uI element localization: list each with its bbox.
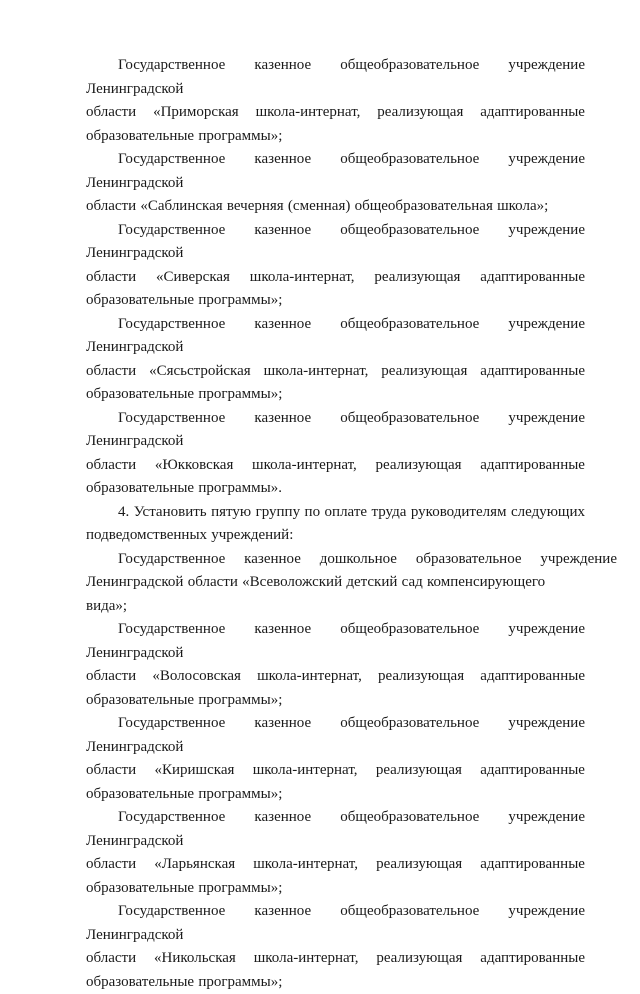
paragraph-word: учреждение	[540, 548, 617, 572]
paragraph-word: адаптированные	[480, 759, 585, 783]
paragraph-line: образовательные программы»;	[86, 125, 585, 149]
paragraph-line-spread	[86, 947, 585, 971]
document-paragraph	[86, 712, 585, 806]
document-paragraph	[86, 618, 585, 712]
document-paragraph	[86, 900, 585, 994]
paragraph-word: «Приморская	[153, 101, 239, 125]
paragraph-line: Государственное казенное общеобразовательное учреждение Ленинградской	[86, 148, 585, 195]
document-paragraph	[86, 501, 585, 548]
paragraph-word: адаптированные	[480, 947, 585, 971]
paragraph-word: школа-интернат,	[256, 101, 361, 125]
paragraph-word: адаптированные	[480, 266, 585, 290]
document-paragraph	[86, 54, 585, 148]
paragraph-word: области	[86, 454, 136, 478]
paragraph-word: реализующая	[378, 665, 464, 689]
paragraph-line: образовательные программы».	[86, 477, 585, 501]
paragraph-word: реализующая	[376, 853, 462, 877]
paragraph-line-spread	[86, 548, 617, 572]
paragraph-word: казенное	[244, 548, 301, 572]
paragraph-line-spread	[86, 759, 585, 783]
document-paragraph	[86, 806, 585, 900]
paragraph-word: «Сясьстройская	[149, 360, 251, 384]
paragraph-line: Государственное казенное общеобразовательное учреждение Ленинградской	[86, 313, 585, 360]
paragraph-line: Государственное казенное общеобразовательное учреждение Ленинградской	[86, 219, 585, 266]
paragraph-word: Государственное	[118, 548, 225, 572]
paragraph-word: «Волосовская	[152, 665, 241, 689]
paragraph-word: школа-интернат,	[250, 266, 355, 290]
paragraph-line-spread	[86, 101, 585, 125]
paragraph-word: адаптированные	[480, 665, 585, 689]
paragraph-word: реализующая	[376, 454, 462, 478]
paragraph-word: школа-интернат,	[264, 360, 369, 384]
paragraph-word: реализующая	[374, 266, 460, 290]
paragraph-word: школа-интернат,	[254, 947, 359, 971]
paragraph-line: Государственное казенное общеобразовательное учреждение Ленинградской	[86, 54, 585, 101]
paragraph-word: реализующая	[376, 759, 462, 783]
paragraph-line: Государственное казенное общеобразовательное учреждение Ленинградской	[86, 806, 585, 853]
paragraph-word: области	[86, 266, 136, 290]
paragraph-line: Государственное казенное общеобразовательное учреждение Ленинградской	[86, 712, 585, 759]
paragraph-line-spread	[86, 853, 585, 877]
paragraph-word: адаптированные	[480, 101, 585, 125]
paragraph-line-spread	[86, 665, 585, 689]
paragraph-line: Государственное казенное общеобразовательное учреждение Ленинградской	[86, 900, 585, 947]
paragraph-line: области «Саблинская вечерняя (сменная) общеобразовательная школа»;	[86, 195, 585, 219]
paragraph-word: реализующая	[381, 360, 467, 384]
paragraph-word: «Киришская	[155, 759, 235, 783]
paragraph-word: школа-интернат,	[252, 454, 357, 478]
paragraph-word: «Ларьянская	[154, 853, 235, 877]
paragraph-word: «Юкковская	[155, 454, 234, 478]
paragraph-word: реализующая	[376, 947, 462, 971]
paragraph-word: адаптированные	[480, 853, 585, 877]
paragraph-line: Государственное казенное общеобразовательное учреждение Ленинградской	[86, 618, 585, 665]
paragraph-line-spread	[86, 454, 585, 478]
paragraph-line: образовательные программы»;	[86, 383, 585, 407]
paragraph-word: адаптированные	[480, 454, 585, 478]
document-paragraph	[86, 548, 585, 619]
paragraph-line-spread	[86, 266, 585, 290]
paragraph-line: образовательные программы»;	[86, 289, 585, 313]
paragraph-word: реализующая	[377, 101, 463, 125]
paragraph-word: области	[86, 665, 136, 689]
paragraph-word: «Сиверская	[156, 266, 230, 290]
paragraph-line: Государственное казенное общеобразовательное учреждение Ленинградской	[86, 407, 585, 454]
paragraph-word: адаптированные	[480, 360, 585, 384]
paragraph-word: области	[86, 101, 136, 125]
paragraph-word: области	[86, 759, 136, 783]
paragraph-word: школа-интернат,	[257, 665, 362, 689]
paragraph-line-spread	[86, 360, 585, 384]
paragraph-word: области	[86, 947, 136, 971]
paragraph-word: области	[86, 360, 136, 384]
document-paragraph	[86, 407, 585, 501]
document-paragraph	[86, 313, 585, 407]
paragraph-line: Ленинградской области «Всеволожский детский сад компенсирующего вида»;	[86, 571, 585, 618]
paragraph-word: школа-интернат,	[253, 759, 358, 783]
document-paragraph	[86, 219, 585, 313]
document-body	[86, 54, 585, 994]
paragraph-word: «Никольская	[154, 947, 236, 971]
paragraph-word: образовательное	[416, 548, 522, 572]
paragraph-word: области	[86, 853, 136, 877]
paragraph-word: дошкольное	[320, 548, 397, 572]
paragraph-word: школа-интернат,	[253, 853, 358, 877]
paragraph-line: образовательные программы»;	[86, 877, 585, 901]
paragraph-line: образовательные программы»;	[86, 971, 585, 994]
paragraph-line: 4. Установить пятую группу по оплате труда руководителям следующих	[86, 501, 585, 525]
paragraph-line: образовательные программы»;	[86, 689, 585, 713]
paragraph-line: образовательные программы»;	[86, 783, 585, 807]
paragraph-line: подведомственных учреждений:	[86, 524, 585, 548]
document-paragraph	[86, 148, 585, 219]
